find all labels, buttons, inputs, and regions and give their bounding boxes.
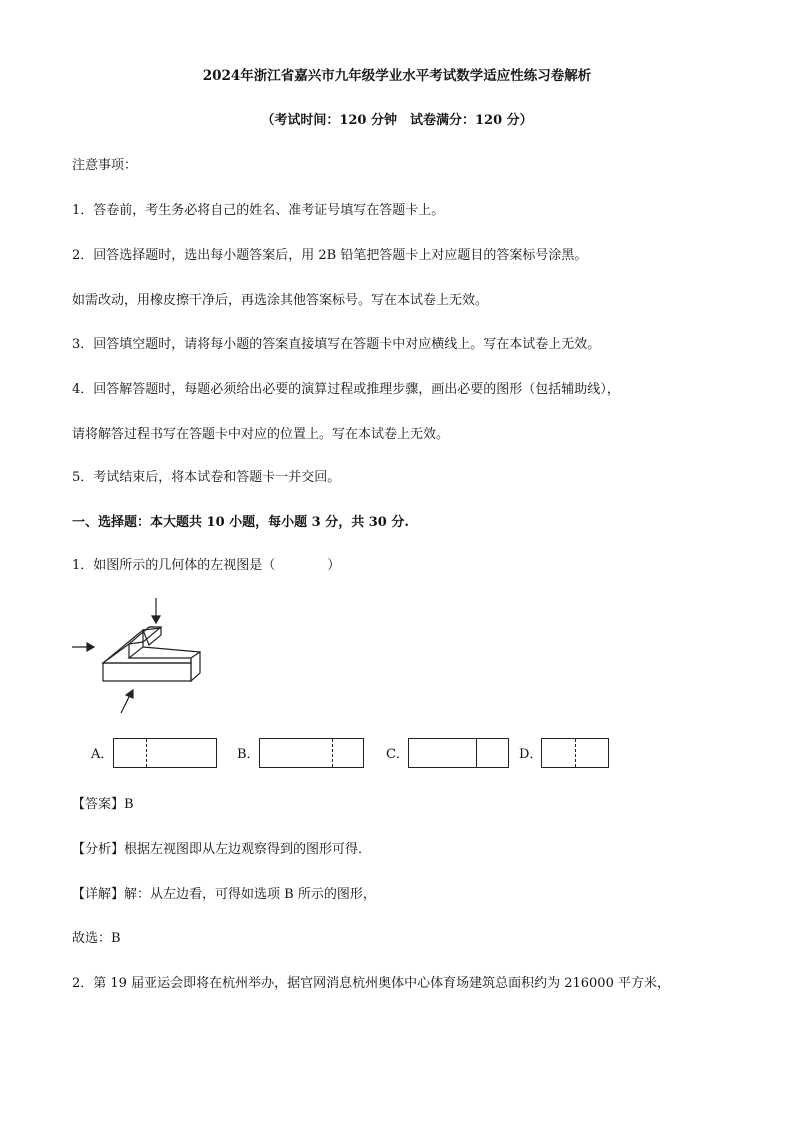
- section-heading: 一、选择题：本大题共 10 小题，每小题 3 分，共 30 分.: [72, 515, 409, 530]
- option-d-label: D．: [519, 747, 543, 762]
- conclusion: 故选：B: [72, 931, 121, 946]
- option-d-figure: [541, 738, 609, 768]
- front-arrow-head: [126, 690, 133, 698]
- option-a-figure: [113, 738, 217, 768]
- option-c-figure: [408, 738, 509, 768]
- side-face: [191, 652, 200, 681]
- note-item: 4．回答解答题时，每题必须给出必要的演算过程或推理步骤，画出必要的图形（包括辅助线），: [72, 382, 620, 397]
- note-item: 3．回答填空题时，请将每小题的答案直接填写在答题卡中对应横线上。写在本试卷上无效。: [72, 337, 601, 352]
- solid-figure: [60, 592, 220, 722]
- note-item: 如需改动，用橡皮擦干净后，再选涂其他答案标号。写在本试卷上无效。: [72, 293, 489, 308]
- front-arrow: [121, 695, 130, 713]
- top-arrow-head: [152, 616, 160, 623]
- question-1-stem: 1．如图所示的几何体的左视图是（ ）: [72, 558, 341, 573]
- option-d-dashed-line: [575, 739, 576, 767]
- exam-info: （考试时间：120 分钟 试卷满分：120 分）: [261, 113, 533, 128]
- option-b-label: B．: [237, 747, 260, 762]
- option-a-label: A．: [91, 747, 114, 762]
- left-arrow-head: [87, 643, 94, 651]
- note-item: 请将解答过程书写在答题卡中对应的位置上。写在本试卷上无效。: [72, 427, 450, 442]
- back-edge: [143, 647, 200, 652]
- front-face: [103, 663, 191, 681]
- option-c-solid-line: [476, 739, 477, 767]
- note-item: 5．考试结束后，将本试卷和答题卡一并交回。: [72, 470, 341, 485]
- question-2-stem: 2．第 19 届亚运会即将在杭州举办，据官网消息杭州奥体中心体育场建筑总面积约为 216000 平方米，: [72, 976, 670, 991]
- option-b-figure: [259, 738, 364, 768]
- option-b-dashed-line: [332, 739, 333, 767]
- page-title: 2024年浙江省嘉兴市九年级学业水平考试数学适应性练习卷解析: [202, 68, 592, 84]
- note-item: 1．答卷前，考生务必将自己的姓名、准考证号填写在答题卡上。: [72, 203, 445, 218]
- top-edge: [103, 644, 129, 663]
- option-c-label: C．: [386, 747, 409, 762]
- note-item: 2．回答选择题时，选出每小题答案后，用 2B 铅笔把答题卡上对应题目的答案标号涂黑。: [72, 248, 588, 263]
- detail: 【详解】解：从左边看，可得如选项 B 所示的图形，: [72, 887, 376, 902]
- answer: 【答案】B: [72, 797, 134, 812]
- option-a-dashed-line: [146, 739, 147, 767]
- top-face: [103, 630, 191, 663]
- notes-heading: 注意事项：: [72, 158, 138, 173]
- analysis: 【分析】根据左视图即从左边观察得到的图形可得．: [72, 842, 372, 857]
